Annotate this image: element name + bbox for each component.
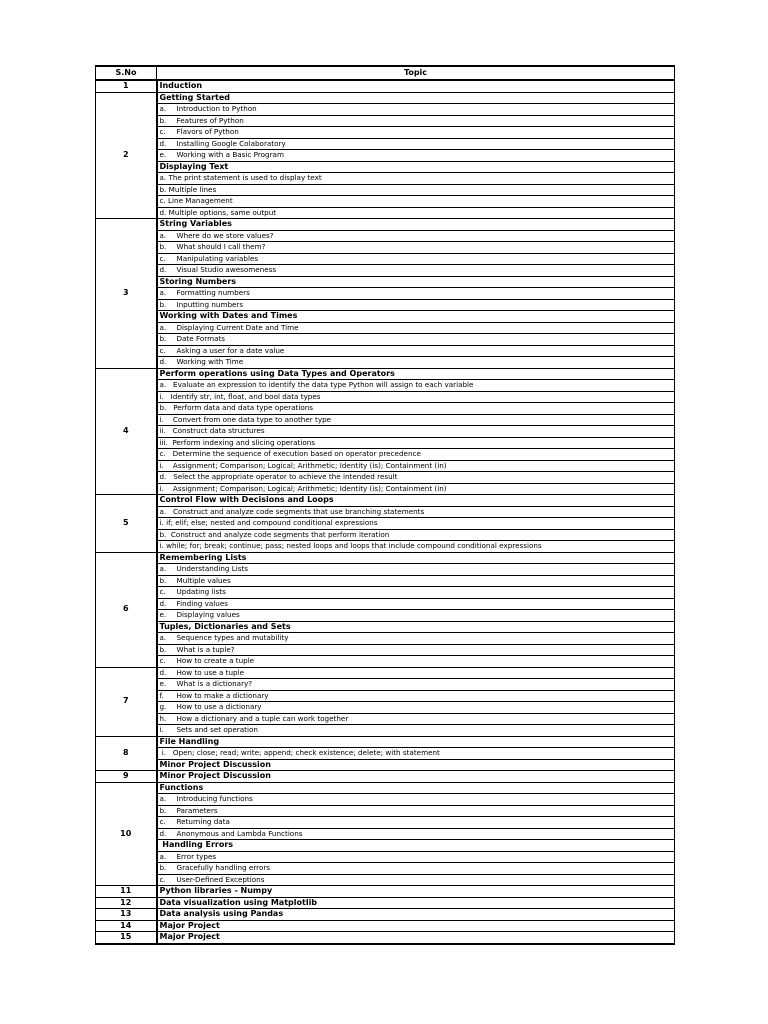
topic-item-cell: [157, 656, 675, 668]
item-text: Where do we store values?: [176, 230, 274, 240]
item-prefix: a.: [159, 288, 167, 297]
table-row: [96, 644, 675, 656]
topic-item-cell: [157, 426, 675, 438]
topic-item-cell: [157, 437, 675, 449]
table-row: [96, 518, 675, 530]
table-row: [96, 380, 675, 392]
item-text: d. Select the appropriate operator to achieve the intended result: [159, 472, 398, 481]
topic-item-cell: [157, 391, 675, 403]
topic-item-cell: [157, 644, 675, 656]
item-text: Returning data: [176, 817, 230, 826]
sno-header: S.No: [96, 66, 157, 80]
sno-cell: 11: [96, 886, 157, 898]
item-text: Handling Errors: [159, 840, 234, 849]
topic-item-cell: [157, 173, 675, 185]
item-text: b. Construct and analyze code segments that perform iteration: [159, 529, 390, 539]
table-row: [96, 276, 675, 288]
item-text: Inputting numbers: [176, 299, 244, 309]
item-text: Installing Google Colaboratory: [176, 138, 286, 148]
item-text: c. Line Management: [159, 196, 233, 205]
sno-cell: 14: [96, 920, 157, 932]
table-row: [96, 541, 675, 553]
topic-item-cell: [157, 345, 675, 357]
topic-heading-cell: [157, 736, 675, 748]
table-row: [96, 196, 675, 208]
item-text: i. if; elif; else; nested and compound conditional expressions: [159, 518, 378, 527]
item-text: i. Convert from one data type to another type: [159, 414, 332, 424]
table-row: [96, 242, 675, 254]
item-text: Parameters: [176, 805, 218, 815]
item-text: Python libraries - Numpy: [159, 886, 273, 895]
topic-item-cell: [157, 138, 675, 150]
item-text: What is a dictionary?: [176, 679, 253, 688]
item-text: Remembering Lists: [159, 552, 247, 562]
topic-item-cell: [157, 299, 675, 311]
table-row: [96, 828, 675, 840]
item-text: a. The print statement is used to display text: [159, 173, 322, 182]
topic-item-cell: [157, 598, 675, 610]
item-prefix: d.: [159, 828, 167, 838]
topic-item-cell: [157, 127, 675, 139]
sno-cell: 1: [96, 80, 157, 92]
item-text: Working with a Basic Program: [176, 150, 284, 159]
item-text: How to use a dictionary: [176, 702, 262, 711]
topic-heading-cell: [157, 759, 675, 771]
item-text: Data analysis using Pandas: [159, 909, 284, 918]
item-text: Data visualization using Matplotlib: [159, 897, 318, 907]
item-text: Major Project: [159, 932, 220, 941]
item-text: Gracefully handling errors: [176, 863, 271, 872]
sno-cell: 7: [96, 667, 157, 736]
table-row: [96, 633, 675, 645]
item-text: Date Formats: [176, 334, 226, 343]
item-text: Updating lists: [176, 587, 226, 596]
sno-cell: 9: [96, 771, 157, 783]
item-prefix: a.: [159, 230, 167, 240]
topic-item-cell: [157, 828, 675, 840]
table-row: [96, 679, 675, 691]
item-text: Multiple values: [176, 575, 231, 585]
topic-heading-cell: [157, 219, 675, 231]
topic-item-cell: [157, 748, 675, 760]
topic-item-cell: [157, 253, 675, 265]
item-text: a. Evaluate an expression to identify the data type Python will assign to each variable: [159, 380, 474, 389]
item-text: Finding values: [176, 598, 229, 608]
table-row: [96, 909, 675, 921]
topic-heading-cell: [157, 897, 675, 909]
item-text: Perform operations using Data Types and Operators: [159, 368, 395, 378]
topic-heading-cell: [157, 840, 675, 852]
item-text: Induction: [159, 81, 203, 90]
table-row: [96, 253, 675, 265]
item-text: File Handling: [159, 736, 220, 746]
item-prefix: f.: [159, 690, 164, 700]
table-row: [96, 345, 675, 357]
item-text: Visual Studio awesomeness: [176, 265, 277, 274]
item-text: Asking a user for a date value: [176, 345, 285, 355]
topic-item-cell: [157, 725, 675, 737]
topic-item-cell: [157, 460, 675, 472]
item-text: Functions: [159, 782, 204, 792]
sno-cell: 12: [96, 897, 157, 909]
sno-cell: 4: [96, 368, 157, 495]
table-row: [96, 495, 675, 507]
item-prefix: a.: [159, 104, 167, 113]
topic-item-cell: [157, 610, 675, 622]
item-text: c. Determine the sequence of execution based on operator precedence: [159, 449, 421, 458]
table-row: [96, 449, 675, 461]
item-text: How to make a dictionary: [176, 690, 269, 700]
item-text: Displaying Text: [159, 161, 229, 171]
item-text: i. while; for; break; continue; pass; nested loops and loops that include compound conditional expressions: [159, 541, 542, 550]
table-row: [96, 80, 675, 92]
table-row: [96, 805, 675, 817]
topic-item-cell: [157, 150, 675, 162]
item-text: Working with Dates and Times: [159, 311, 298, 320]
table-row: [96, 598, 675, 610]
topic-item-cell: [157, 633, 675, 645]
item-prefix: h.: [159, 713, 167, 723]
topic-heading-cell: [157, 909, 675, 921]
topic-item-cell: [157, 414, 675, 426]
table-row: [96, 334, 675, 346]
item-text: What is a tuple?: [176, 644, 235, 654]
item-prefix: a.: [159, 322, 167, 332]
table-row: [96, 437, 675, 449]
item-text: User-Defined Exceptions: [176, 874, 265, 884]
table-row: [96, 782, 675, 794]
table-row: [96, 184, 675, 196]
table-row: [96, 932, 675, 944]
topic-item-cell: [157, 242, 675, 254]
table-row: [96, 322, 675, 334]
topic-item-cell: [157, 265, 675, 277]
item-text: iii. Perform indexing and slicing operations: [159, 437, 316, 447]
table-row: [96, 460, 675, 472]
item-prefix: b.: [159, 863, 167, 872]
item-prefix: e.: [159, 150, 167, 159]
topic-heading-cell: [157, 932, 675, 944]
topic-item-cell: [157, 564, 675, 576]
topic-item-cell: [157, 184, 675, 196]
sno-cell: 6: [96, 552, 157, 667]
topic-item-cell: [157, 322, 675, 334]
table-row: [96, 311, 675, 323]
table-row: [96, 725, 675, 737]
table-row: [96, 173, 675, 185]
topic-heading-cell: [157, 276, 675, 288]
table-row: [96, 690, 675, 702]
topic-heading-cell: [157, 782, 675, 794]
topic-heading-cell: [157, 92, 675, 104]
table-row: [96, 863, 675, 875]
item-prefix: c.: [159, 253, 166, 263]
topic-item-cell: [157, 104, 675, 116]
topic-heading-cell: [157, 161, 675, 173]
item-prefix: a.: [159, 794, 167, 803]
syllabus-body: [96, 80, 675, 944]
table-row: [96, 299, 675, 311]
item-text: Anonymous and Lambda Functions: [176, 828, 303, 838]
item-prefix: d.: [159, 667, 167, 677]
topic-heading-cell: [157, 621, 675, 633]
table-row: [96, 840, 675, 852]
topic-heading-cell: [157, 495, 675, 507]
table-row: [96, 656, 675, 668]
table-row: [96, 506, 675, 518]
table-row: [96, 150, 675, 162]
sno-cell: 15: [96, 932, 157, 944]
topic-header: Topic: [157, 66, 675, 80]
table-row: [96, 219, 675, 231]
sno-cell: 5: [96, 495, 157, 553]
item-text: Getting Started: [159, 92, 230, 102]
table-row: [96, 368, 675, 380]
item-text: ii. Construct data structures: [159, 426, 265, 435]
table-row: [96, 667, 675, 679]
sno-cell: 10: [96, 782, 157, 886]
table-row: [96, 794, 675, 806]
topic-item-cell: [157, 334, 675, 346]
item-prefix: b.: [159, 575, 167, 585]
item-text: String Variables: [159, 219, 232, 228]
table-row: [96, 851, 675, 863]
item-text: Minor Project Discussion: [159, 759, 271, 769]
table-row: [96, 414, 675, 426]
item-prefix: b.: [159, 334, 167, 343]
item-text: b. Multiple lines: [159, 184, 217, 194]
item-prefix: b.: [159, 805, 167, 815]
topic-heading-cell: [157, 311, 675, 323]
item-text: Introduction to Python: [176, 104, 257, 113]
table-row: [96, 564, 675, 576]
sno-cell: 3: [96, 219, 157, 369]
topic-item-cell: [157, 587, 675, 599]
topic-heading-cell: [157, 886, 675, 898]
topic-item-cell: [157, 115, 675, 127]
sno-cell: 8: [96, 736, 157, 771]
table-row: [96, 759, 675, 771]
topic-item-cell: [157, 863, 675, 875]
table-row: [96, 897, 675, 909]
topic-item-cell: [157, 874, 675, 886]
item-text: How to use a tuple: [176, 667, 245, 677]
topic-item-cell: [157, 207, 675, 219]
item-text: Displaying Current Date and Time: [176, 322, 299, 332]
item-text: Features of Python: [176, 115, 244, 125]
item-prefix: c.: [159, 656, 166, 665]
item-prefix: a.: [159, 564, 167, 573]
topic-item-cell: [157, 288, 675, 300]
item-prefix: d.: [159, 265, 167, 274]
topic-item-cell: [157, 667, 675, 679]
table-row: [96, 288, 675, 300]
item-text: Minor Project Discussion: [159, 771, 271, 780]
topic-item-cell: [157, 805, 675, 817]
topic-heading-cell: [157, 368, 675, 380]
item-text: Error types: [176, 851, 217, 861]
topic-item-cell: [157, 357, 675, 369]
item-prefix: e.: [159, 610, 167, 619]
table-row: [96, 207, 675, 219]
item-prefix: c.: [159, 345, 166, 355]
topic-item-cell: [157, 794, 675, 806]
item-text: How a dictionary and a tuple can work together: [176, 713, 349, 723]
topic-item-cell: [157, 449, 675, 461]
table-row: [96, 391, 675, 403]
topic-item-cell: [157, 196, 675, 208]
topic-heading-cell: [157, 80, 675, 92]
item-text: a. Construct and analyze code segments that use branching statements: [159, 506, 425, 516]
topic-heading-cell: [157, 920, 675, 932]
topic-item-cell: [157, 541, 675, 553]
syllabus-table: [95, 65, 675, 945]
table-row: [96, 161, 675, 173]
table-row: [96, 403, 675, 415]
item-prefix: e.: [159, 679, 167, 688]
table-row: [96, 886, 675, 898]
item-text: d. Multiple options, same output: [159, 207, 277, 217]
table-row: [96, 92, 675, 104]
item-prefix: d.: [159, 357, 167, 366]
topic-item-cell: [157, 506, 675, 518]
item-prefix: b.: [159, 242, 167, 251]
table-row: [96, 587, 675, 599]
table-row: [96, 736, 675, 748]
topic-item-cell: [157, 380, 675, 392]
item-prefix: d.: [159, 138, 167, 148]
table-row: [96, 920, 675, 932]
table-row: [96, 552, 675, 564]
item-prefix: b.: [159, 299, 167, 309]
item-text: i. Identify str, int, float, and bool data types: [159, 391, 321, 401]
table-row: [96, 483, 675, 495]
sno-cell: 13: [96, 909, 157, 921]
topic-item-cell: [157, 851, 675, 863]
topic-item-cell: [157, 690, 675, 702]
topic-item-cell: [157, 713, 675, 725]
table-row: [96, 230, 675, 242]
item-prefix: b.: [159, 115, 167, 125]
table-row: [96, 610, 675, 622]
topic-item-cell: [157, 529, 675, 541]
item-text: Manipulating variables: [176, 253, 259, 263]
table-row: [96, 472, 675, 484]
item-text: Major Project: [159, 920, 220, 930]
topic-item-cell: [157, 679, 675, 691]
item-text: Introducing functions: [176, 794, 253, 803]
item-text: Flavors of Python: [176, 127, 239, 136]
table-row: [96, 426, 675, 438]
item-text: i. Assignment; Comparison; Logical; Arithmetic; Identity (is); Containment (in): [159, 460, 447, 470]
item-text: How to create a tuple: [176, 656, 255, 665]
table-row: [96, 748, 675, 760]
table-row: [96, 127, 675, 139]
sno-cell: 2: [96, 92, 157, 219]
item-prefix: c.: [159, 874, 166, 884]
item-text: Tuples, Dictionaries and Sets: [159, 621, 291, 631]
table-row: [96, 529, 675, 541]
table-row: [96, 702, 675, 714]
item-text: Sequence types and mutability: [176, 633, 289, 642]
table-row: [96, 104, 675, 116]
header-row: [96, 66, 675, 80]
item-prefix: i.: [159, 725, 164, 734]
item-text: b. Perform data and data type operations: [159, 403, 314, 412]
topic-item-cell: [157, 702, 675, 714]
topic-item-cell: [157, 575, 675, 587]
item-text: Formatting numbers: [176, 288, 250, 297]
table-row: [96, 138, 675, 150]
item-text: Storing Numbers: [159, 276, 237, 286]
table-row: [96, 265, 675, 277]
item-prefix: b.: [159, 644, 167, 654]
item-text: Working with Time: [176, 357, 244, 366]
topic-heading-cell: [157, 771, 675, 783]
table-row: [96, 357, 675, 369]
topic-item-cell: [157, 230, 675, 242]
item-text: Control Flow with Decisions and Loops: [159, 495, 334, 504]
item-text: Understanding Lists: [176, 564, 249, 573]
item-prefix: a.: [159, 851, 167, 861]
table-row: [96, 713, 675, 725]
table-row: [96, 115, 675, 127]
item-prefix: c.: [159, 587, 166, 596]
topic-item-cell: [157, 472, 675, 484]
table-row: [96, 874, 675, 886]
item-text: i. Open; close; read; write; append; check existence; delete; with statement: [159, 748, 440, 757]
item-prefix: c.: [159, 127, 166, 136]
item-text: What should I call them?: [176, 242, 266, 251]
table-row: [96, 575, 675, 587]
topic-item-cell: [157, 403, 675, 415]
item-prefix: d.: [159, 598, 167, 608]
topic-item-cell: [157, 817, 675, 829]
item-text: i. Assignment; Comparison; Logical; Arithmetic; Identity (is); Containment (in): [159, 483, 447, 493]
item-prefix: g.: [159, 702, 167, 711]
item-prefix: a.: [159, 633, 167, 642]
item-prefix: c.: [159, 817, 166, 826]
item-text: Sets and set operation: [176, 725, 258, 734]
table-row: [96, 771, 675, 783]
table-row: [96, 817, 675, 829]
table-row: [96, 621, 675, 633]
item-text: Displaying values: [176, 610, 240, 619]
topic-item-cell: [157, 483, 675, 495]
topic-heading-cell: [157, 552, 675, 564]
topic-item-cell: [157, 518, 675, 530]
